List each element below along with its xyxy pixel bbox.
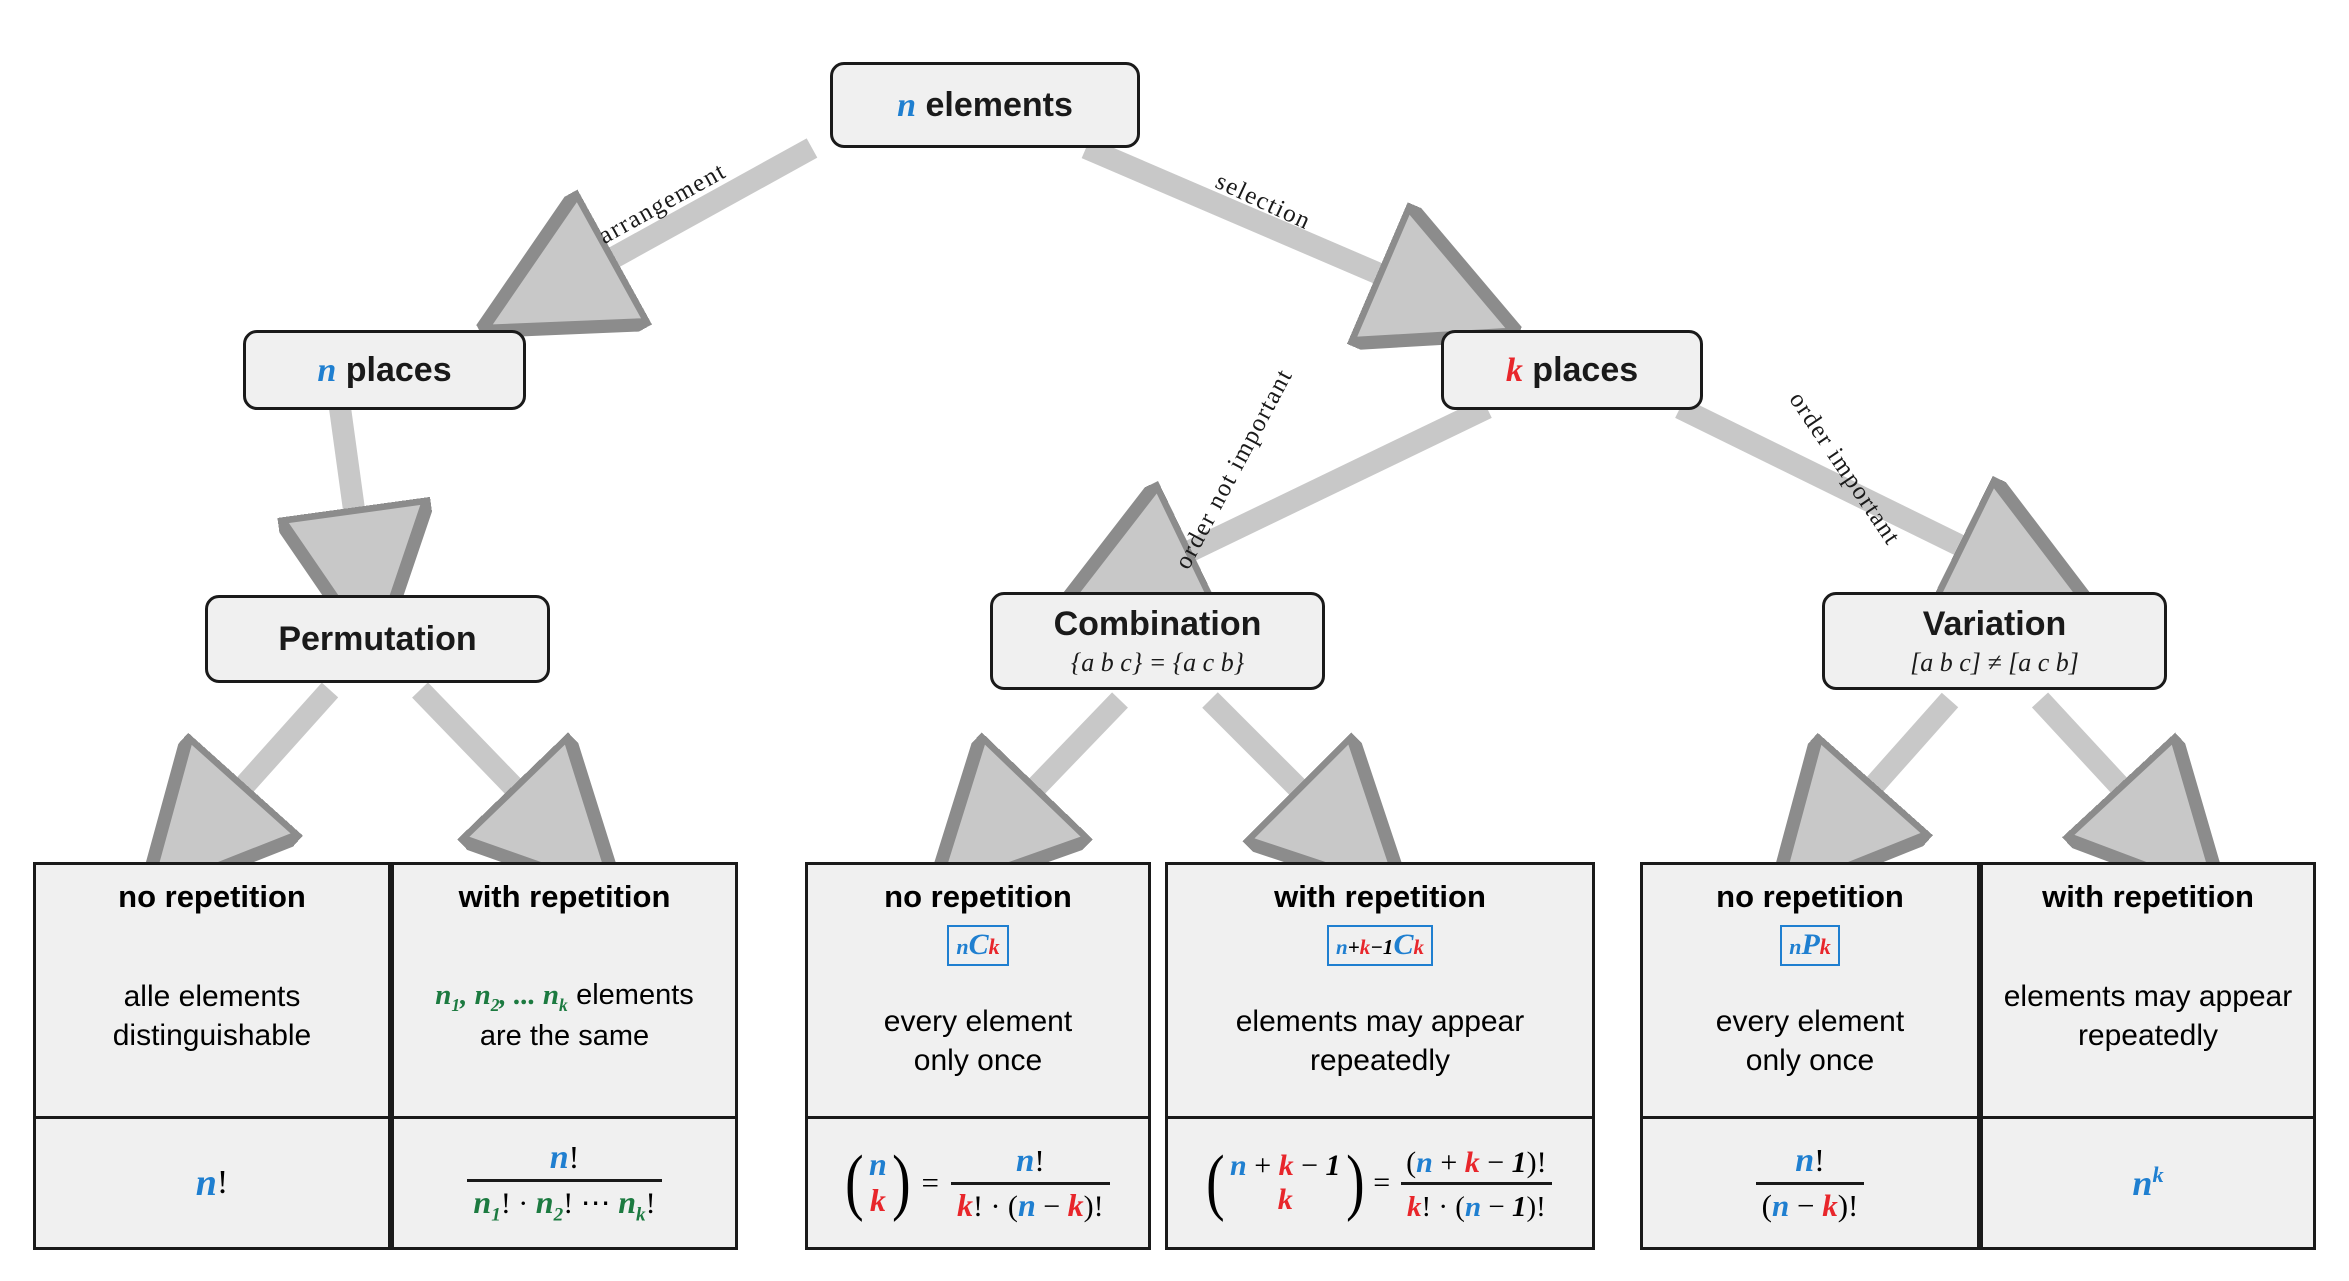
n-places-variable: n (317, 351, 337, 389)
node-permutation[interactable] (205, 595, 550, 683)
edge-label-order-not-important: order not important (1169, 364, 1299, 574)
node-root-label (897, 86, 1073, 125)
edge-label-arrangement: arrangement (594, 157, 731, 250)
leaf-heading: no repetition (118, 879, 306, 914)
node-root[interactable] (830, 62, 1140, 148)
leaf-var-with-repetition[interactable] (1980, 862, 2316, 1250)
node-variation[interactable] (1822, 592, 2167, 690)
leaf-symbol: n+k−1Ck (1168, 925, 1592, 966)
leaf-heading: with repetition (2042, 879, 2254, 914)
leaf-body: every element only once (883, 1005, 1073, 1077)
leaf-symbol: nCk (808, 925, 1148, 966)
n-places-text: places (345, 350, 452, 389)
edge-label-selection: selection (1211, 167, 1316, 236)
leaf-formula: n ! (195, 1162, 229, 1204)
leaf-comb-no-repetition[interactable] (805, 862, 1151, 1250)
leaf-body: alle elements distinguishable (112, 979, 312, 1052)
leaf-formula: $n^k$ (2132, 1162, 2164, 1203)
leaf-perm-no-repetition[interactable] (33, 862, 391, 1250)
node-variation-subtitle: [a b c] ≠ [a c b] (1910, 647, 2079, 677)
leaf-perm-with-repetition[interactable] (391, 862, 738, 1250)
leaf-formula: $\frac{n!}{(n - k)!}$ (1643, 1119, 1977, 1247)
leaf-heading: no repetition (884, 879, 1072, 914)
leaf-body: every element only once (1715, 1005, 1905, 1077)
leaf-var-no-repetition[interactable] (1640, 862, 1980, 1250)
node-combination-subtitle: {a b c} = {a c b} (1070, 647, 1245, 677)
leaf-formula: $\frac{n!}{n_1! \cdot n_2! \cdots n_k!}$ (394, 1119, 735, 1247)
k-places-text: places (1532, 350, 1639, 389)
node-n-places-label (317, 351, 451, 390)
leaf-body: elements may appear repeatedly (1235, 1005, 1525, 1077)
node-k-places-label (1506, 351, 1638, 390)
leaf-symbol: nPk (1643, 925, 1977, 966)
leaf-heading: with repetition (1274, 879, 1486, 914)
node-combination[interactable] (990, 592, 1325, 690)
leaf-heading: no repetition (1716, 879, 1904, 914)
node-variation-title: Variation (1922, 604, 2067, 643)
root-text: elements (925, 85, 1073, 124)
node-n-places[interactable] (243, 330, 526, 410)
node-k-places[interactable] (1441, 330, 1703, 410)
leaf-formula: ( n k ) = $\frac{n!}{k! \cdot (n - k)!}$ (808, 1119, 1148, 1247)
node-combination-title: Combination (1053, 604, 1262, 643)
leaf-comb-with-repetition[interactable] (1165, 862, 1595, 1250)
leaf-heading: with repetition (458, 879, 671, 914)
leaf-body: $n_1$, $n_2$, ... $n_k$ elements are the same (435, 978, 694, 1053)
k-places-variable: k (1505, 351, 1523, 389)
edge-label-order-important: order important (1783, 387, 1906, 551)
node-permutation-title: Permutation (278, 619, 477, 658)
root-variable: n (897, 86, 917, 124)
leaf-body: elements may appear repeatedly (2003, 979, 2293, 1052)
leaf-formula: ( n + k − 1 k ) = $\frac{(n + k - 1)!}{k! \cdot (n - 1)!}$ (1168, 1119, 1592, 1247)
